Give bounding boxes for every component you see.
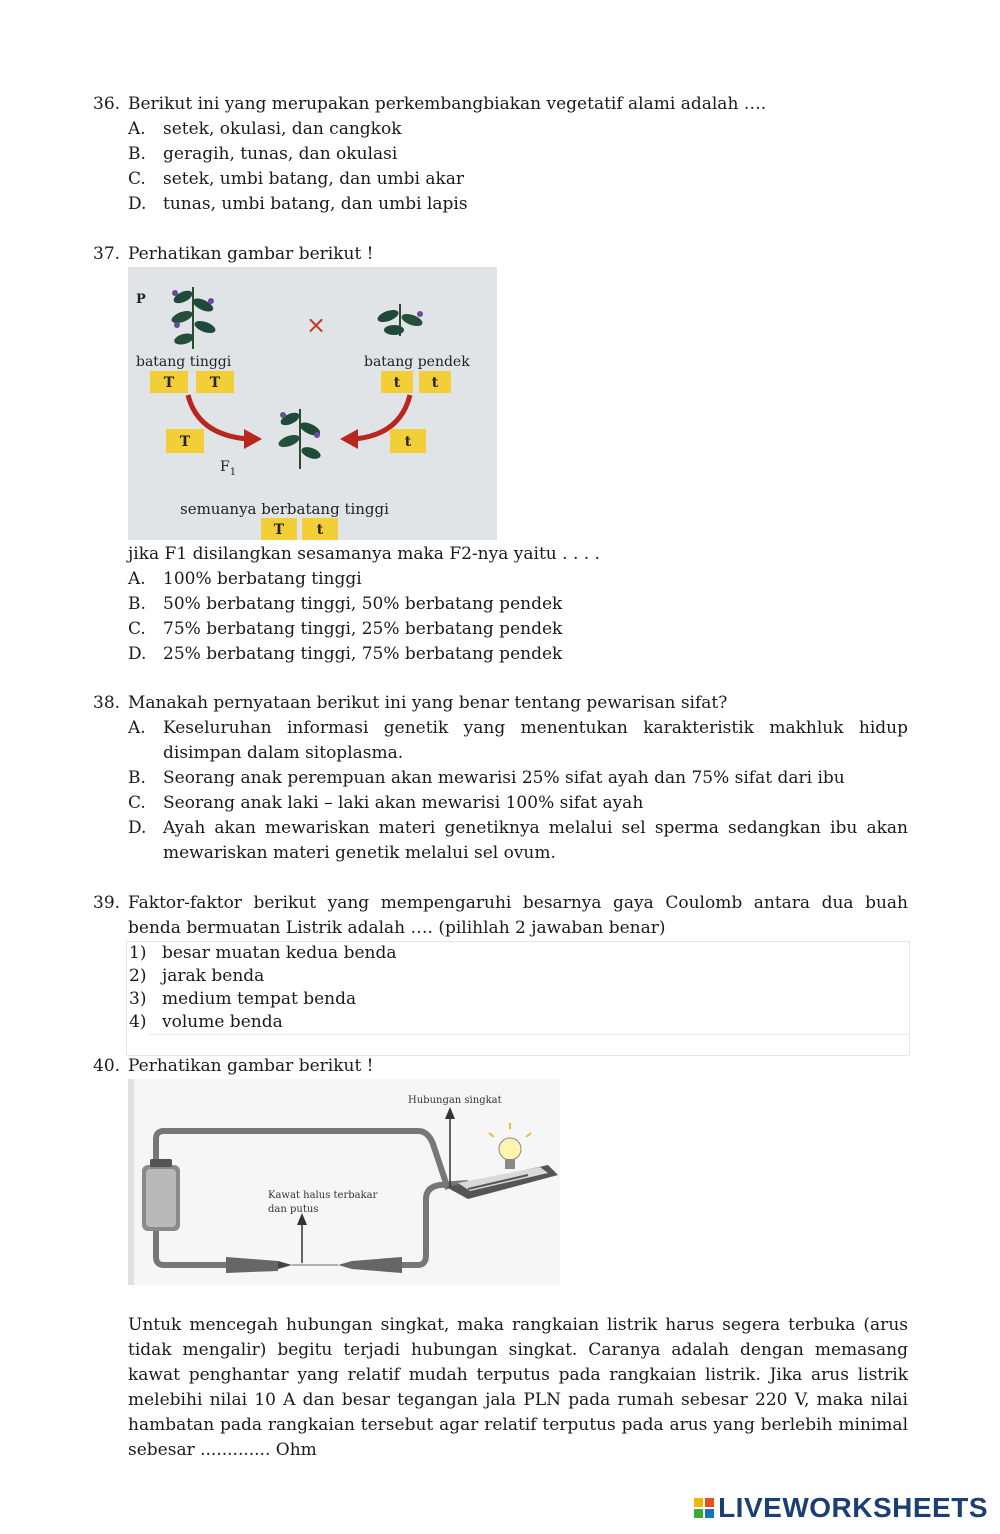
question-38 [93,691,908,866]
cross-symbol: × [306,311,327,339]
parent-label: P [136,292,146,307]
tall-label: batang tinggi [136,354,232,370]
gene: t [431,375,439,391]
battery-icon [142,1159,180,1231]
question-text: Perhatikan gambar berikut ! [128,244,374,264]
question-number: 38. [93,693,121,713]
option-b[interactable]: B. geragih, tunas, dan okulasi [128,144,398,164]
question-number: 37. [93,244,121,264]
brand-grid-icon [694,1498,714,1518]
choice-1[interactable]: 1) besar muatan kedua benda [129,943,397,963]
option-b[interactable]: B. 50% berbatang tinggi, 50% berbatang pendek [128,594,563,614]
label-short-circuit: Hubungan singkat [408,1095,502,1106]
answer-choices-box [126,941,910,1056]
question-40-paragraph: Untuk mencegah hubungan singkat, maka rangkaian listrik harus segera terbuka (arus tidak mengalir) begitu terjadi hubungan singkat. Caranya adalah dengan memasang kawat penghantar yang relatif mudah terputus pada rangkaian listrik. Jika arus listrik melebihi nilai 10 A dan besar tegangan jala PLN pada rumah sebesar 220 V, maka nilai hambatan pada rangkaian tersebut agar relatif terputus pada arus yang berlebih minimal sebesar ............. Ohm [128,1315,908,1460]
option-d[interactable]: D. tunas, umbi batang, dan umbi lapis [128,194,468,214]
gene: T [273,522,285,538]
short-label: batang pendek [364,354,470,370]
choice-2[interactable]: 2) jarak benda [129,966,265,986]
genetics-cross-figure [128,267,497,540]
question-text: Manakah pernyataan berikut ini yang benar tentang pewarisan sifat? [128,693,728,713]
option-c[interactable]: C. setek, umbi batang, dan umbi akar [128,169,465,189]
option-a[interactable]: A. 100% berbatang tinggi [128,569,362,589]
gene: T [163,375,175,391]
option-d[interactable]: D. 25% berbatang tinggi, 75% berbatang pendek [128,644,563,664]
gamete: T [179,434,191,450]
option-b[interactable]: B. Seorang anak perempuan akan mewarisi 25% sifat ayah dan 75% sifat dari ibu [128,768,845,788]
brand-text: LIVEWORKSHEETS [718,1492,988,1523]
question-37 [93,242,908,267]
option-c[interactable]: C. Seorang anak laki – laki akan mewarisi 100% sifat ayah [128,793,644,813]
question-text: Faktor-faktor berikut yang mempengaruhi besarnya gaya Coulomb antara dua buah benda bermuatan Listrik adalah …. (pilihlah 2 jawaban benar) [128,893,908,938]
option-c[interactable]: C. 75% berbatang tinggi, 25% berbatang pendek [128,619,563,639]
label-fuse: Kawat halus terbakar [268,1190,378,1201]
question-36 [93,92,908,217]
question-40 [93,1054,908,1079]
question-text: Perhatikan gambar berikut ! [128,1056,374,1076]
choice-4[interactable]: 4) volume benda [129,1012,283,1032]
question-number: 39. [93,893,121,913]
liveworksheets-logo [694,1492,988,1524]
short-circuit-figure [128,1079,560,1285]
gamete: t [404,434,412,450]
question-followup: jika F1 disilangkan sesamanya maka F2-nya yaitu . . . . [128,544,600,564]
option-a[interactable]: A. Keseluruhan informasi genetik yang menentukan karakteristik makhluk hidup disimpan dalam sitoplasma. [128,718,908,763]
gene: t [393,375,401,391]
question-37-options [93,542,908,667]
question-number: 40. [93,1056,121,1076]
choice-3[interactable]: 3) medium tempat benda [129,989,357,1009]
option-d[interactable]: D. Ayah akan mewariskan materi genetiknya melalui sel sperma sedangkan ibu akan mewariskan materi genetik melalui sel ovum. [128,818,908,863]
gene: t [316,522,324,538]
question-text: Berikut ini yang merupakan perkembangbiakan vegetatif alami adalah …. [128,94,767,114]
result-label: semuanya berbatang tinggi [180,500,389,518]
label-fuse: dan putus [268,1204,319,1215]
gene: T [209,375,221,391]
answer-area[interactable] [149,1034,909,1055]
question-39 [93,891,908,1056]
option-a[interactable]: A. setek, okulasi, dan cangkok [128,119,402,139]
question-number: 36. [93,94,121,114]
f1-label: $F_1$ [220,459,237,478]
